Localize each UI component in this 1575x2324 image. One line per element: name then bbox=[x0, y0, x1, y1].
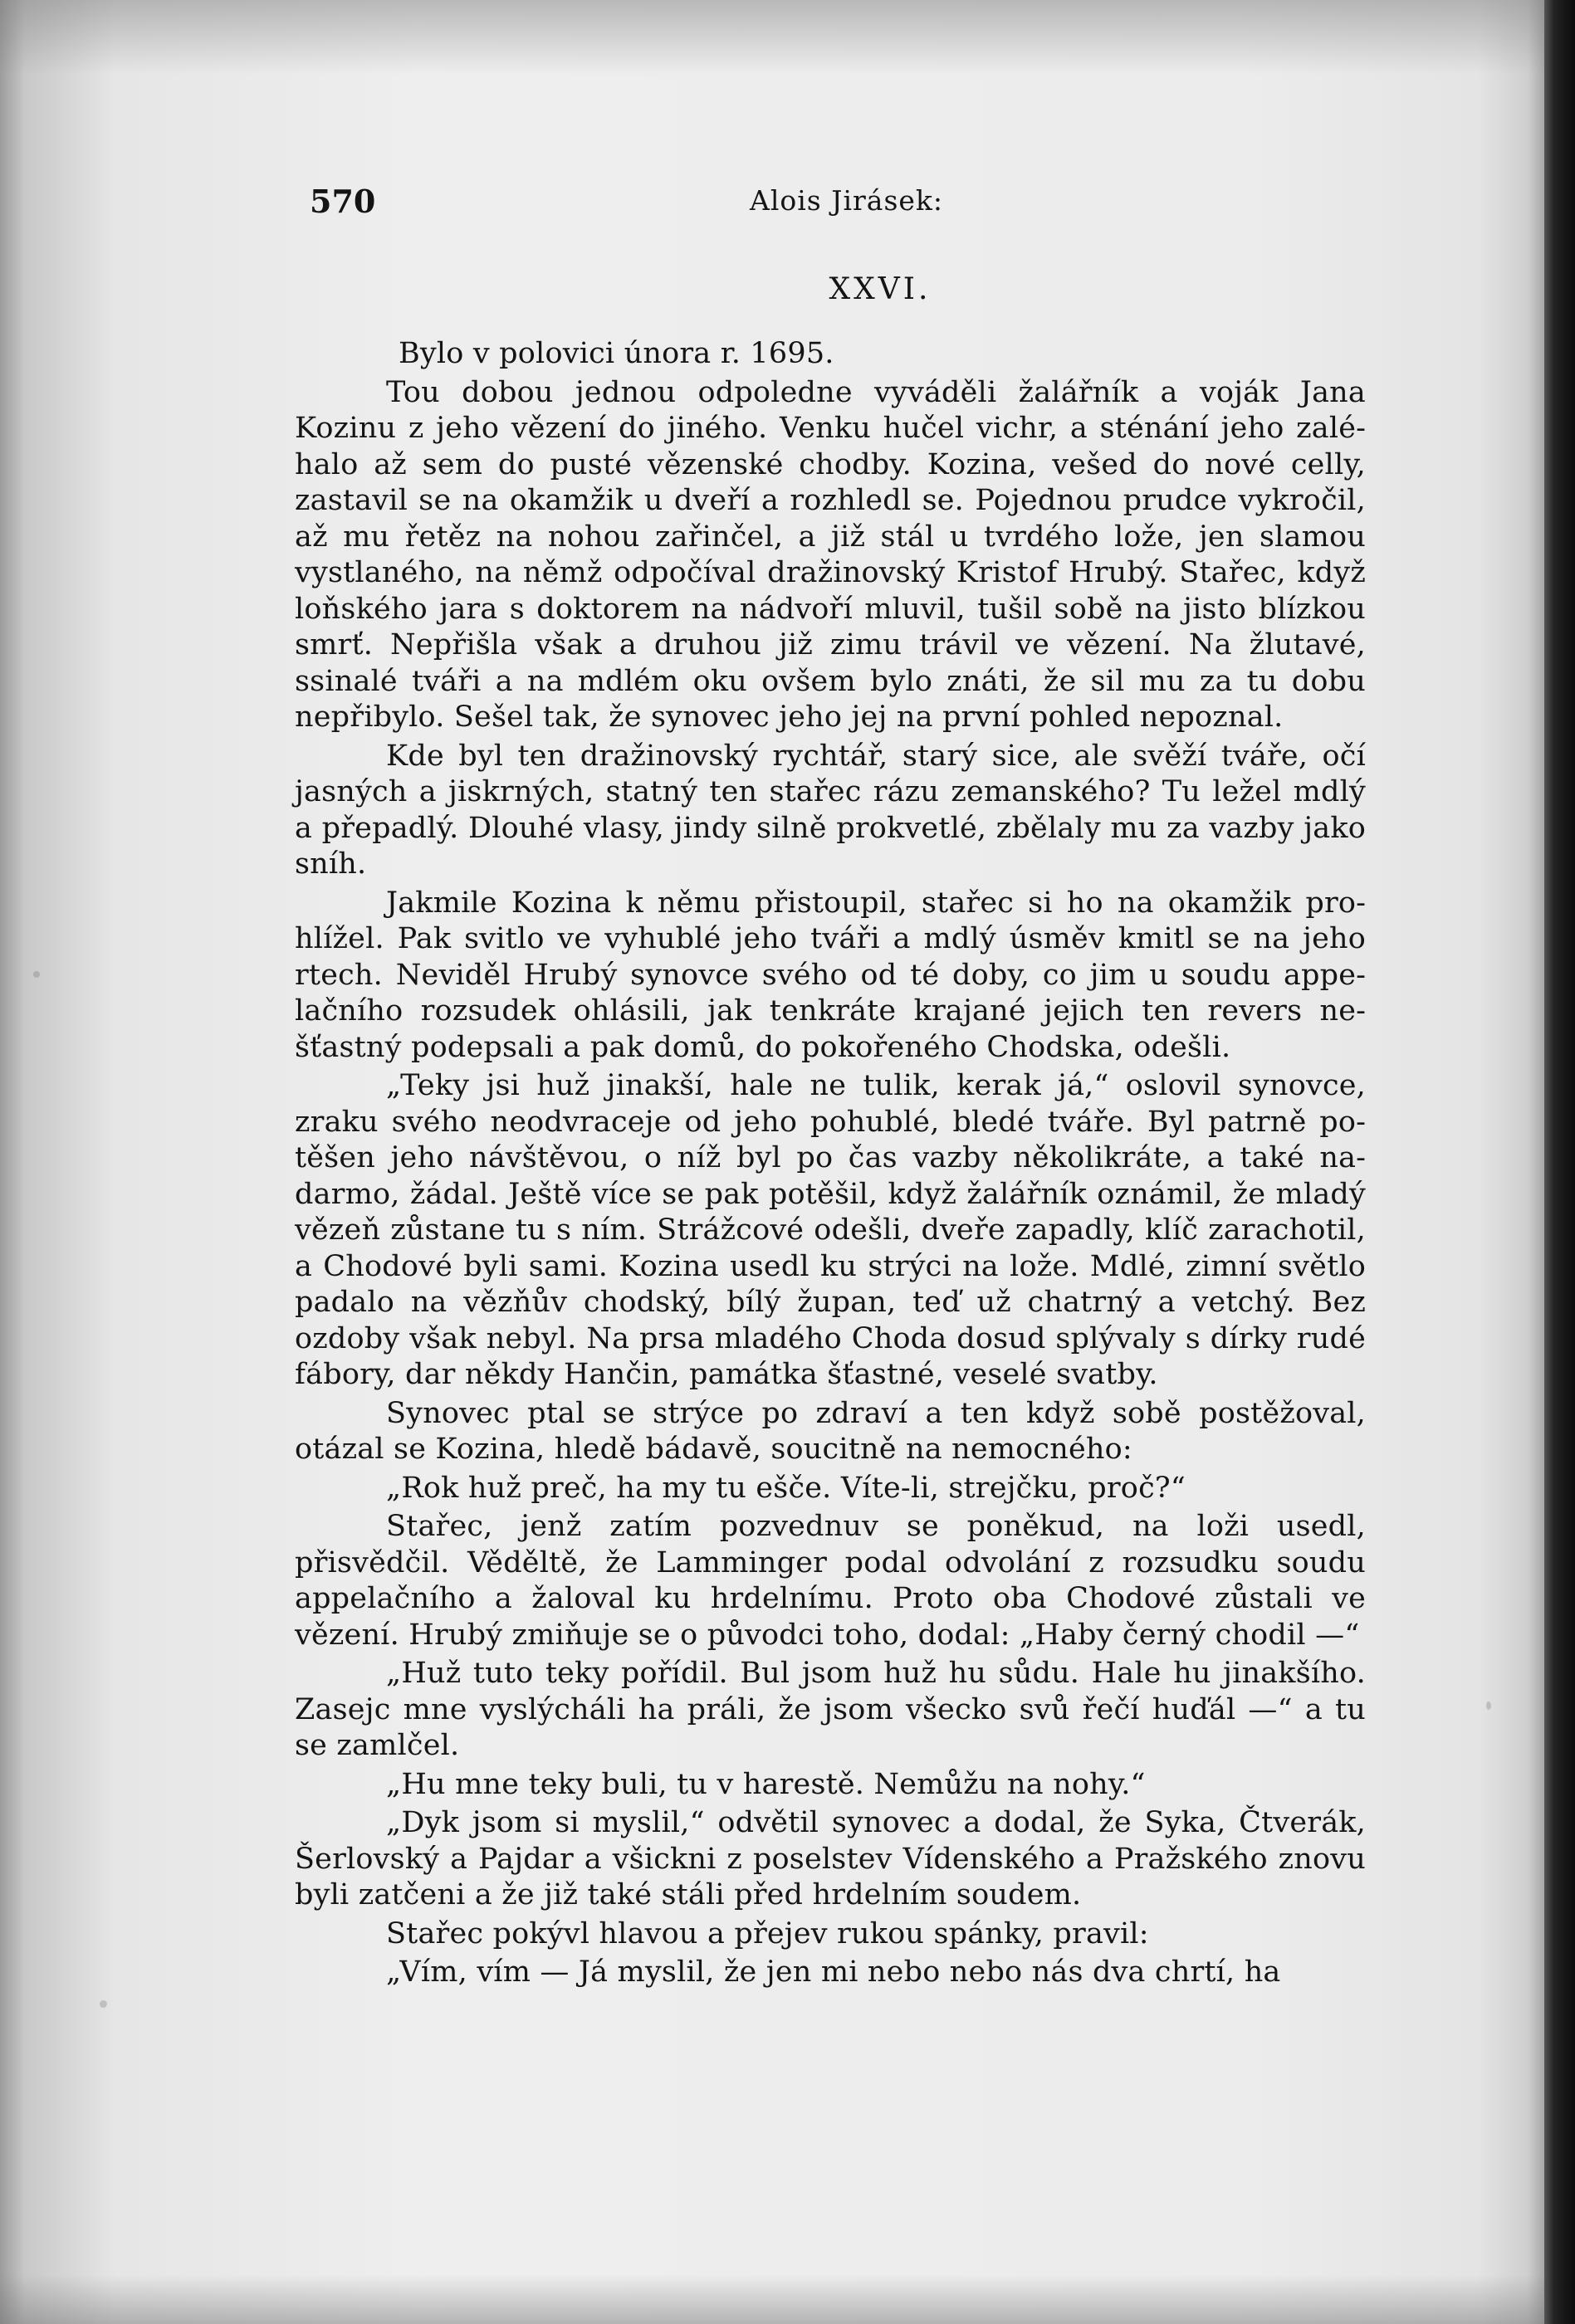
page-top-shadow bbox=[0, 0, 1544, 75]
book-binding-edge bbox=[1544, 0, 1575, 2324]
paragraph: Synovec ptal se strýce po zdraví a ten když sobě postěžoval, otázal se Kozina, hledě bádavě, soucitně na nemocného: bbox=[295, 1396, 1366, 1466]
body-text bbox=[295, 336, 1366, 1994]
paper-speck bbox=[33, 971, 40, 978]
page-number: 570 bbox=[310, 183, 376, 220]
page-bottom-shadow bbox=[0, 2274, 1544, 2324]
paragraph: „Hu mne teky buli, tu v harestě. Nemůžu na nohy.“ bbox=[386, 1767, 1146, 1801]
paragraph: „Dyk jsom si myslil,“ odvětil synovec a dodal, že Syka, Čtverák, Šerlovský a Pajdar a všickni z poselstev Vídenského a Pražského znovu byli zatčeni a že již také stáli před hrdelním soudem. bbox=[295, 1806, 1366, 1911]
paragraph: Bylo v polovici února r. 1695. bbox=[399, 337, 834, 370]
paragraph: Stařec pokývl hlavou a přejev rukou spánky, pravil: bbox=[386, 1916, 1149, 1950]
paragraph: Kde byl ten dražinovský rychtář, starý sice, ale svěží tváře, očí jasných a jiskrných, statný ten stařec rázu zemanského? Tu ležel mdlý a přepadlý. Dlouhé vlasy, jindy silně prokvetlé, zbělaly mu za vazby jako sníh. bbox=[295, 739, 1366, 881]
running-head bbox=[295, 183, 1366, 224]
paper-speck bbox=[100, 2000, 107, 2008]
paragraph: „Vím, vím — Já myslil, že jen mi nebo nebo nás dva chrtí, ha bbox=[386, 1955, 1281, 1989]
running-title: Alois Jirásek: bbox=[750, 184, 944, 217]
chapter-heading: XXVI. bbox=[829, 272, 932, 306]
paragraph: „Huž tuto teky pořídil. Bul jsom huž hu sůdu. Hale hu jinakšího. Zasejc mne vyslýcháli ha práli, že jsom všecko svů řečí huďál —“ a tu se zamlčel. bbox=[295, 1657, 1366, 1762]
paragraph: Stařec, jenž zatím pozvednuv se poněkud, na loži usedl, přisvědčil. Věděltě, že Lamminger podal odvolání z rozsudku soudu appelačního a žaloval ku hrdelnímu. Proto oba Chodové zůstali ve vězení. Hrubý zmiňuje se o původci toho, dodal: „Haby černý chodil —“ bbox=[295, 1510, 1366, 1652]
paper-speck bbox=[1486, 1702, 1491, 1710]
paragraph: „Teky jsi huž jinakší, hale ne tulik, kerak já,“ oslovil synovce, zraku svého neodvraceje od jeho pohublé, bledé tváře. Byl patrně potěšen jeho návštěvou, o níž byl po čas vazby několikráte, a také nadarmo, žádal. Ještě více se pak potěšil, když žalářník oznámil, že mladý vězeň zůstane tu s ním. Strážcové odešli, dveře zapadly, klíč zarachotil, a Chodové byli sami. Kozina usedl ku strýci na lože. Mdlé, zimní světlo padalo na vězňův chodský, bílý župan, teď už chatrný a vetchý. Bez ozdoby však nebyl. Na prsa mladého Choda dosud splývaly s dírky rudé fábory, dar někdy Hančin, památka šťastné, veselé svatby. bbox=[295, 1069, 1366, 1391]
paragraph: Tou dobou jednou odpoledne vyváděli žalářník a voják Jana Kozinu z jeho vězení do jiného. Venku hučel vichr, a sténání jeho zaléhalo až sem do pusté vězenské chodby. Kozina, vešed do nové celly, zastavil se na okamžik u dveří a rozhledl se. Pojednou prudce vykročil, až mu řetěz na nohou zařinčel, a již stál u tvrdého lože, jen slamou vystlaného, na němž odpočíval dražinovský Kristof Hrubý. Stařec, když loňského jara s doktorem na nádvoří mluvil, tušil sobě na jisto blízkou smrť. Nepřišla však a druhou již zimu trávil ve vězení. Na žlutavé, ssinalé tváři a na mdlém oku ovšem bylo znáti, že sil mu za tu dobu nepřibylo. Sešel tak, že synovec jeho jej na první pohled nepoznal. bbox=[295, 375, 1366, 734]
paragraph: „Rok huž preč, ha my tu ešče. Víte-li, strejčku, proč?“ bbox=[386, 1471, 1186, 1505]
paragraph: Jakmile Kozina k němu přistoupil, stařec si ho na okamžik prohlížel. Pak svitlo ve vyhublé jeho tváři a mdlý úsměv kmitl se na jeho rtech. Neviděl Hrubý synovce svého od té doby, co jim u soudu appelačního rozsudek ohlásili, jak tenkráte krajané jejich ten revers nešťastný podepsali a pak domů, do pokořeného Chodska, odešli. bbox=[295, 886, 1366, 1064]
